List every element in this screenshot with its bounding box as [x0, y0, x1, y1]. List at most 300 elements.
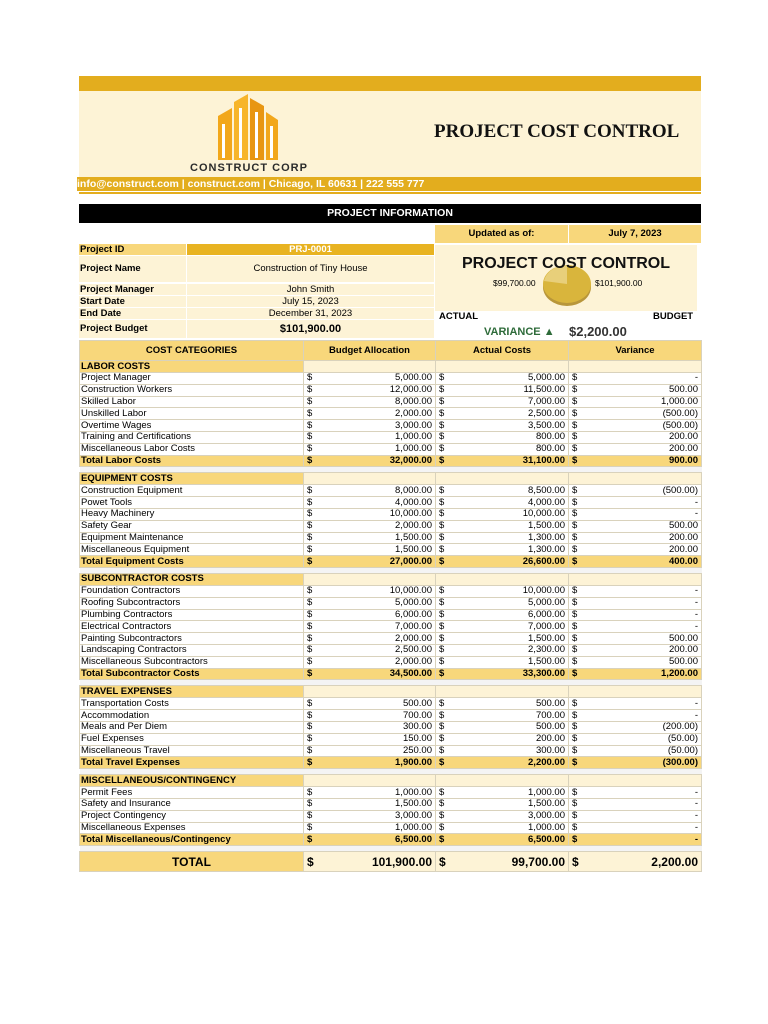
section-title: MISCELLANEOUS/CONTINGENCY — [80, 775, 304, 787]
actual-cell — [436, 787, 569, 799]
currency-symbol: $ — [307, 407, 313, 419]
currency-symbol: $ — [572, 786, 578, 798]
grand-total-row — [80, 852, 702, 872]
currency-symbol: $ — [307, 532, 313, 543]
currency-symbol: $ — [572, 854, 579, 869]
total-actual — [436, 455, 569, 467]
cost-item-name: Accommodation — [80, 710, 304, 722]
empty-cell — [304, 361, 436, 373]
variance-cell — [569, 787, 702, 799]
budget-cell — [304, 408, 436, 420]
currency-symbol: $ — [439, 822, 445, 833]
budget-cell-value: 4,000.00 — [395, 496, 432, 508]
section-total-row — [80, 556, 702, 568]
actual-cell-value: 2,500.00 — [528, 407, 565, 419]
currency-symbol: $ — [307, 798, 313, 810]
actual-cell-value: 800.00 — [535, 431, 565, 443]
variance-cell-value: 200.00 — [668, 443, 698, 455]
cost-item-name: Safety and Insurance — [80, 798, 304, 810]
variance-cell-value: (50.00) — [667, 733, 698, 745]
project-id-value: PRJ-0001 — [187, 244, 434, 255]
grand-total-budget — [304, 852, 436, 872]
header-actual-costs: Actual Costs — [436, 341, 569, 361]
currency-symbol: $ — [439, 543, 445, 555]
actual-cell-value: 1,500.00 — [528, 520, 565, 532]
variance-cell-value: - — [694, 609, 698, 620]
cost-item-name: Project Contingency — [80, 810, 304, 822]
actual-cell — [436, 810, 569, 822]
budget-cell — [304, 698, 436, 710]
actual-cell — [436, 621, 569, 633]
total-variance — [569, 668, 702, 680]
grand-total-variance-value: 2,200.00 — [651, 854, 698, 869]
table-row — [80, 656, 702, 668]
actual-cell-value: 1,000.00 — [528, 822, 565, 833]
currency-symbol: $ — [439, 745, 445, 756]
currency-symbol: $ — [307, 632, 313, 644]
currency-symbol: $ — [307, 520, 313, 532]
budget-cell — [304, 787, 436, 799]
empty-cell — [436, 775, 569, 787]
variance-cell — [569, 609, 702, 621]
currency-symbol: $ — [439, 632, 445, 644]
currency-symbol: $ — [439, 833, 445, 845]
total-budget-value: 27,000.00 — [389, 555, 432, 567]
table-row — [80, 431, 702, 443]
table-row — [80, 733, 702, 745]
variance-cell — [569, 745, 702, 757]
project-manager-value: John Smith — [187, 284, 434, 295]
variance-cell-value: - — [694, 496, 698, 508]
currency-symbol: $ — [572, 372, 578, 384]
currency-symbol: $ — [572, 419, 578, 431]
variance-cell-value: 500.00 — [668, 520, 698, 532]
budget-cell-value: 7,000.00 — [395, 620, 432, 632]
variance-cell — [569, 597, 702, 609]
budget-cell — [304, 532, 436, 544]
table-row — [80, 621, 702, 633]
total-actual-value: 33,300.00 — [522, 668, 565, 679]
currency-symbol: $ — [307, 810, 313, 822]
currency-symbol: $ — [439, 496, 445, 508]
chart-title: PROJECT COST CONTROL — [461, 255, 670, 272]
currency-symbol: $ — [439, 372, 445, 384]
actual-cell-value: 200.00 — [535, 733, 565, 745]
variance-cell-value: (500.00) — [662, 407, 698, 419]
actual-cell — [436, 822, 569, 834]
cost-item-name: Painting Subcontractors — [80, 633, 304, 645]
section-header-row — [80, 361, 702, 373]
divider — [79, 192, 701, 194]
currency-symbol: $ — [439, 668, 445, 679]
actual-cell-value: 1,500.00 — [528, 632, 565, 644]
total-variance — [569, 757, 702, 769]
header-budget-allocation: Budget Allocation — [304, 341, 436, 361]
section-title: PROJECT INFORMATION — [79, 204, 701, 223]
actual-cell — [436, 597, 569, 609]
budget-cell-value: 1,000.00 — [395, 431, 432, 443]
budget-cell-value: 8,000.00 — [395, 396, 432, 407]
currency-symbol: $ — [307, 508, 313, 520]
variance-cell-value: 500.00 — [668, 632, 698, 644]
table-row — [80, 633, 702, 645]
budget-cell-value: 2,000.00 — [395, 632, 432, 644]
cost-item-name: Heavy Machinery — [80, 508, 304, 520]
variance-cell — [569, 408, 702, 420]
cost-item-name: Roofing Subcontractors — [80, 597, 304, 609]
cost-item-name: Equipment Maintenance — [80, 532, 304, 544]
actual-cell-value: 1,500.00 — [528, 656, 565, 668]
cost-item-name: Powet Tools — [80, 497, 304, 509]
variance-cell-value: 1,000.00 — [661, 396, 698, 407]
currency-symbol: $ — [439, 484, 445, 496]
cost-item-name: Fuel Expenses — [80, 733, 304, 745]
actual-cell — [436, 798, 569, 810]
table-row — [80, 798, 702, 810]
cost-table-body — [80, 341, 702, 872]
total-budget-value: 32,000.00 — [389, 455, 432, 466]
currency-symbol: $ — [439, 407, 445, 419]
currency-symbol: $ — [439, 786, 445, 798]
table-row — [80, 485, 702, 497]
actual-cell — [436, 656, 569, 668]
actual-cell — [436, 497, 569, 509]
currency-symbol: $ — [307, 854, 314, 869]
currency-symbol: $ — [572, 833, 578, 845]
actual-cell-value: 500.00 — [535, 721, 565, 733]
budget-cell — [304, 621, 436, 633]
table-row — [80, 396, 702, 408]
variance-cell-value: 200.00 — [668, 644, 698, 656]
project-id-label: Project ID — [79, 244, 186, 255]
section-total-row — [80, 668, 702, 680]
actual-amount-label: $99,700.00 — [493, 278, 536, 288]
header-variance: Variance — [569, 341, 702, 361]
contact-line: info@construct.com | construct.com | Chicago, IL 60631 | 222 555 777 — [77, 177, 701, 191]
variance-cell — [569, 485, 702, 497]
total-label: Total Labor Costs — [80, 455, 304, 467]
table-row — [80, 384, 702, 396]
cost-item-name: Skilled Labor — [80, 396, 304, 408]
currency-symbol: $ — [307, 833, 313, 845]
variance-cell — [569, 420, 702, 432]
cost-item-name: Transportation Costs — [80, 698, 304, 710]
currency-symbol: $ — [439, 443, 445, 455]
currency-symbol: $ — [307, 697, 313, 709]
cost-item-name: Unskilled Labor — [80, 408, 304, 420]
cost-item-name: Miscellaneous Expenses — [80, 822, 304, 834]
cost-item-name: Project Manager — [80, 373, 304, 385]
currency-symbol: $ — [572, 656, 578, 668]
currency-symbol: $ — [572, 597, 578, 609]
total-actual-value: 2,200.00 — [528, 756, 565, 768]
empty-cell — [569, 686, 702, 698]
cost-item-name: Overtime Wages — [80, 420, 304, 432]
variance-cell — [569, 721, 702, 733]
table-row — [80, 698, 702, 710]
section-header-row — [80, 473, 702, 485]
budget-cell — [304, 544, 436, 556]
budget-cell — [304, 810, 436, 822]
budget-cell — [304, 733, 436, 745]
currency-symbol: $ — [439, 644, 445, 656]
total-actual-value: 31,100.00 — [522, 455, 565, 466]
budget-cell — [304, 520, 436, 532]
table-row — [80, 544, 702, 556]
variance-cell-value: (50.00) — [667, 745, 698, 756]
empty-cell — [569, 473, 702, 485]
variance-cell — [569, 384, 702, 396]
actual-cell — [436, 431, 569, 443]
currency-symbol: $ — [572, 644, 578, 656]
cost-item-name: Meals and Per Diem — [80, 721, 304, 733]
variance-value: $2,200.00 — [569, 324, 627, 339]
actual-cell — [436, 384, 569, 396]
budget-cell — [304, 798, 436, 810]
currency-symbol: $ — [307, 822, 313, 833]
section-header-row — [80, 573, 702, 585]
project-name-label: Project Name — [79, 256, 186, 282]
total-budget-value: 1,900.00 — [395, 756, 432, 768]
building-logo-icon — [214, 94, 284, 160]
variance-cell — [569, 497, 702, 509]
currency-symbol: $ — [307, 733, 313, 745]
currency-symbol: $ — [307, 644, 313, 656]
actual-label: ACTUAL — [439, 311, 479, 322]
total-label: Total Equipment Costs — [80, 556, 304, 568]
cost-control-sheet — [79, 76, 701, 872]
currency-symbol: $ — [307, 555, 313, 567]
currency-symbol: $ — [307, 496, 313, 508]
table-row — [80, 710, 702, 722]
variance-cell-value: (200.00) — [662, 721, 698, 733]
table-row — [80, 585, 702, 597]
budget-cell — [304, 384, 436, 396]
start-date-label: Start Date — [79, 296, 186, 307]
actual-cell-value: 700.00 — [535, 709, 565, 721]
budget-cell — [304, 656, 436, 668]
actual-cell-value: 4,000.00 — [528, 496, 565, 508]
budget-cell-value: 5,000.00 — [395, 597, 432, 609]
total-actual-value: 6,500.00 — [528, 833, 565, 845]
actual-cell-value: 10,000.00 — [522, 585, 565, 597]
empty-cell — [304, 473, 436, 485]
currency-symbol: $ — [307, 585, 313, 597]
budget-cell-value: 1,500.00 — [395, 798, 432, 810]
budget-cell-value: 1,000.00 — [395, 443, 432, 455]
grand-total-budget-value: 101,900.00 — [371, 854, 432, 869]
total-budget — [304, 455, 436, 467]
empty-cell — [436, 361, 569, 373]
budget-cell-value: 1,500.00 — [395, 543, 432, 555]
variance-cell — [569, 373, 702, 385]
cost-item-name: Foundation Contractors — [80, 585, 304, 597]
total-label: Total Subcontractor Costs — [80, 668, 304, 680]
total-variance-value: 400.00 — [668, 555, 698, 567]
currency-symbol: $ — [439, 555, 445, 567]
variance-cell — [569, 431, 702, 443]
currency-symbol: $ — [572, 585, 578, 597]
actual-cell — [436, 710, 569, 722]
total-actual — [436, 757, 569, 769]
empty-cell — [304, 686, 436, 698]
empty-cell — [304, 775, 436, 787]
currency-symbol: $ — [307, 709, 313, 721]
currency-symbol: $ — [572, 520, 578, 532]
currency-symbol: $ — [307, 455, 313, 466]
variance-cell — [569, 633, 702, 645]
budget-cell — [304, 633, 436, 645]
table-row — [80, 810, 702, 822]
project-budget-label: Project Budget — [79, 320, 186, 338]
total-variance-value: - — [694, 833, 698, 845]
table-row — [80, 520, 702, 532]
top-accent-bar — [79, 76, 701, 91]
variance-cell — [569, 798, 702, 810]
actual-cell-value: 1,300.00 — [528, 543, 565, 555]
currency-symbol: $ — [439, 854, 446, 869]
end-date-label: End Date — [79, 308, 186, 319]
variance-cell-value: 200.00 — [668, 431, 698, 443]
currency-symbol: $ — [307, 384, 313, 396]
cost-item-name: Electrical Contractors — [80, 621, 304, 633]
currency-symbol: $ — [572, 810, 578, 822]
table-row — [80, 408, 702, 420]
actual-cell-value: 6,000.00 — [528, 609, 565, 620]
budget-cell-value: 300.00 — [402, 721, 432, 733]
variance-cell — [569, 532, 702, 544]
table-row — [80, 644, 702, 656]
actual-cell — [436, 721, 569, 733]
currency-symbol: $ — [439, 532, 445, 543]
budget-cell — [304, 396, 436, 408]
actual-cell-value: 5,000.00 — [528, 597, 565, 609]
table-row — [80, 532, 702, 544]
actual-cell — [436, 485, 569, 497]
budget-cell-value: 8,000.00 — [395, 484, 432, 496]
table-row — [80, 822, 702, 834]
summary-chart-panel — [435, 245, 697, 311]
budget-cell-value: 150.00 — [402, 733, 432, 745]
currency-symbol: $ — [439, 396, 445, 407]
variance-cell-value: (500.00) — [662, 419, 698, 431]
variance-cell-value: 200.00 — [668, 532, 698, 543]
variance-cell-value: - — [694, 810, 698, 822]
currency-symbol: $ — [572, 632, 578, 644]
total-label: Total Travel Expenses — [80, 757, 304, 769]
cost-item-name: Safety Gear — [80, 520, 304, 532]
empty-cell — [569, 775, 702, 787]
currency-symbol: $ — [307, 656, 313, 668]
document-title: PROJECT COST CONTROL — [434, 121, 680, 142]
cost-item-name: Landscaping Contractors — [80, 644, 304, 656]
budget-cell — [304, 822, 436, 834]
currency-symbol: $ — [572, 496, 578, 508]
section-title: EQUIPMENT COSTS — [80, 473, 304, 485]
table-row — [80, 497, 702, 509]
budget-cell-value: 10,000.00 — [389, 585, 432, 597]
budget-cell-value: 3,000.00 — [395, 810, 432, 822]
table-row — [80, 721, 702, 733]
total-budget-value: 34,500.00 — [389, 668, 432, 679]
total-label: Total Miscellaneous/Contingency — [80, 834, 304, 846]
variance-cell-value: - — [694, 620, 698, 632]
total-budget — [304, 757, 436, 769]
variance-cell-value: - — [694, 822, 698, 833]
empty-cell — [436, 573, 569, 585]
actual-cell-value: 10,000.00 — [522, 508, 565, 520]
company-name: CONSTRUCT CORP — [190, 162, 308, 174]
total-variance — [569, 455, 702, 467]
actual-cell-value: 7,000.00 — [528, 620, 565, 632]
currency-symbol: $ — [439, 721, 445, 733]
currency-symbol: $ — [307, 372, 313, 384]
currency-symbol: $ — [439, 756, 445, 768]
actual-cell — [436, 396, 569, 408]
project-manager-label: Project Manager — [79, 284, 186, 295]
currency-symbol: $ — [439, 709, 445, 721]
grand-total-actual — [436, 852, 569, 872]
currency-symbol: $ — [307, 745, 313, 756]
variance-cell — [569, 656, 702, 668]
budget-cell — [304, 485, 436, 497]
empty-cell — [304, 573, 436, 585]
budget-label: BUDGET — [653, 311, 694, 322]
actual-cell-value: 11,500.00 — [523, 384, 565, 396]
budget-cell — [304, 745, 436, 757]
section-header-row — [80, 775, 702, 787]
actual-cell-value: 8,500.00 — [528, 484, 565, 496]
actual-cell — [436, 698, 569, 710]
currency-symbol: $ — [572, 555, 578, 567]
currency-symbol: $ — [307, 396, 313, 407]
currency-symbol: $ — [307, 431, 313, 443]
budget-cell-value: 2,000.00 — [395, 407, 432, 419]
variance-cell — [569, 585, 702, 597]
variance-cell-value: - — [694, 697, 698, 709]
variance-cell — [569, 396, 702, 408]
currency-symbol: $ — [439, 455, 445, 466]
cost-item-name: Miscellaneous Travel — [80, 745, 304, 757]
budget-cell — [304, 508, 436, 520]
variance-cell — [569, 710, 702, 722]
table-row — [80, 597, 702, 609]
currency-symbol: $ — [572, 396, 578, 407]
currency-symbol: $ — [307, 756, 313, 768]
variance-cell-value: - — [694, 798, 698, 810]
table-row — [80, 443, 702, 455]
variance-cell-value: - — [694, 597, 698, 609]
variance-cell — [569, 810, 702, 822]
variance-cell — [569, 822, 702, 834]
currency-symbol: $ — [572, 508, 578, 520]
budget-cell-value: 250.00 — [402, 745, 432, 756]
total-budget-value: 6,500.00 — [395, 833, 432, 845]
currency-symbol: $ — [572, 620, 578, 632]
table-row — [80, 787, 702, 799]
actual-cell-value: 300.00 — [535, 745, 565, 756]
variance-cell-value: (500.00) — [662, 484, 698, 496]
actual-cell — [436, 520, 569, 532]
currency-symbol: $ — [439, 508, 445, 520]
budget-cell-value: 12,000.00 — [389, 384, 432, 396]
variance-cell-value: - — [694, 786, 698, 798]
currency-symbol: $ — [572, 431, 578, 443]
total-actual — [436, 556, 569, 568]
section-total-row — [80, 834, 702, 846]
budget-cell — [304, 644, 436, 656]
actual-cell-value: 800.00 — [535, 443, 565, 455]
